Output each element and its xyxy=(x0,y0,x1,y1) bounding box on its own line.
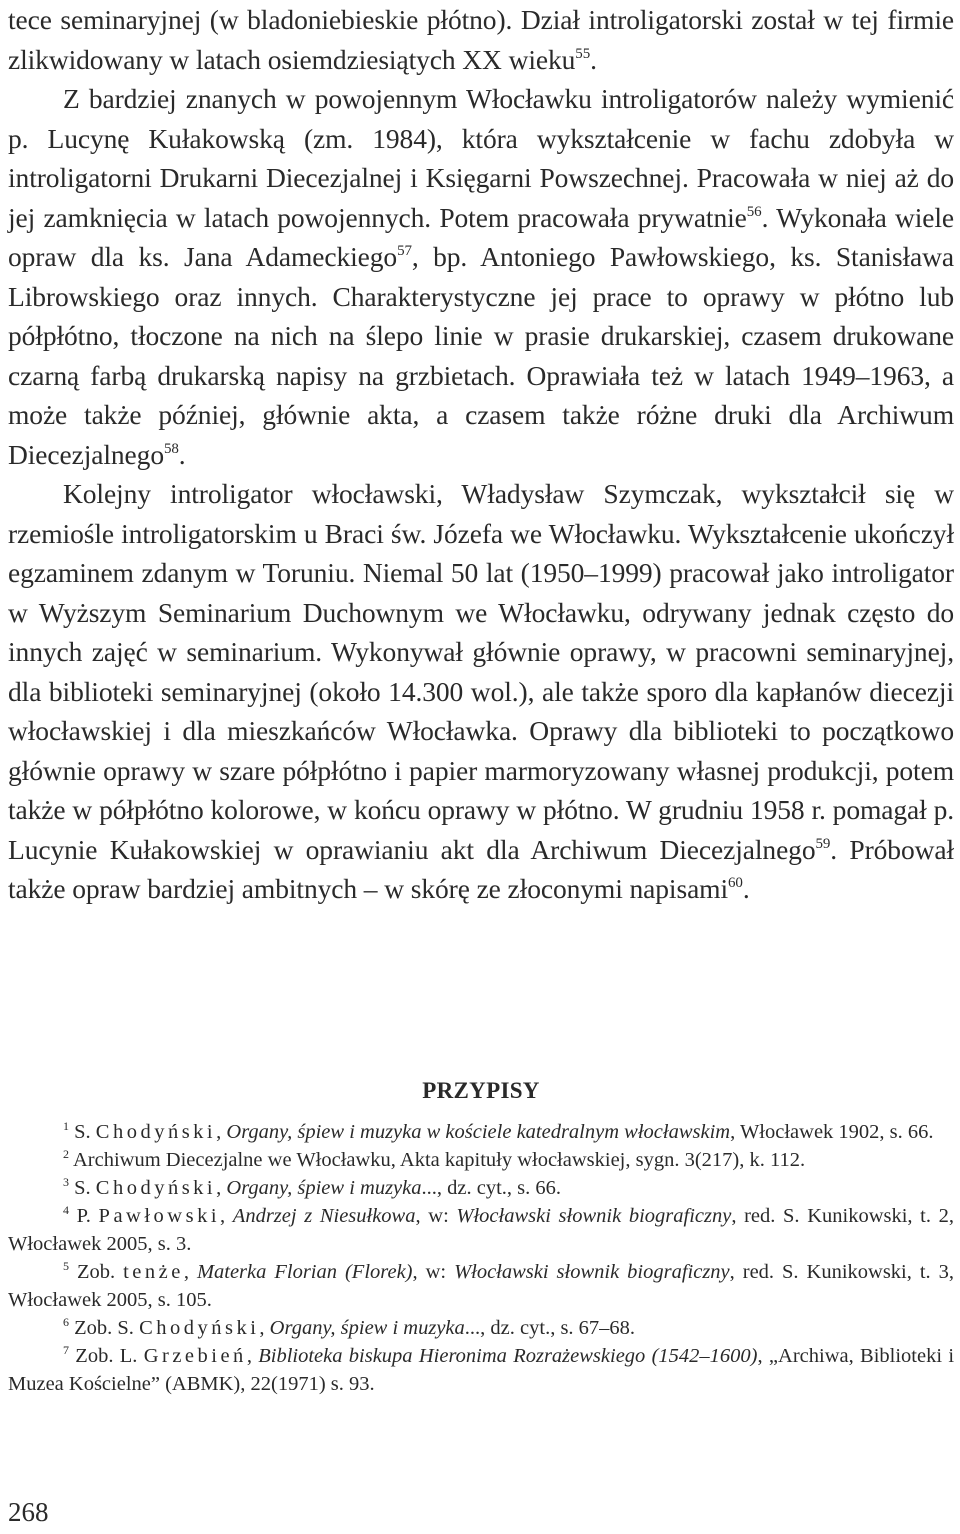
italic-title: Materka Florian (Florek) xyxy=(196,1261,413,1283)
text-run: Archiwum Diecezjalne we Włocławku, Akta kapituły włocławskiej, sygn. 3(217), k. 112. xyxy=(73,1149,806,1171)
text-run: , xyxy=(216,1177,227,1199)
footnote-number: 4 xyxy=(63,1203,69,1217)
footnote xyxy=(8,1146,954,1174)
italic-title: Biblioteka biskupa Hieronima Rozrażewskiego (1542–1600) xyxy=(258,1345,758,1367)
footnote-number: 5 xyxy=(63,1259,69,1273)
text-run: tece seminaryjnej (w bladoniebieskie płótno). Dział introligatorski został w tej firmie zlikwidowany w latach osiemdziesiątych XX wieku xyxy=(8,4,954,75)
text-run: Z bardziej znanych w powojennym Włocławku introligatorów należy wymienić p. Lucynę Kułakowską (zm. 1984), która wykształcenie w fachu zdobyła w introligatorni Drukarni Diecezjalnej i Księgarni Powszechnej. Pracowała w niej aż do jej zamknięcia w latach powojennych. Potem pracowała prywatnie xyxy=(8,83,954,233)
footnote-ref: 60 xyxy=(728,875,743,891)
text-run: , bp. Antoniego Pawłowskiego, ks. Stanisława Librowskiego oraz innych. Charakterystyczne jej prace to oprawy w płótno lub półpłótno, tłoczone na nich na ślepo linie w prasie drukarskiej, czasem drukowane czarną farbą drukarską napisy na grzbietach. Oprawiała też w latach 1949–1963, a może także później, głównie akta, a czasem także różne druki dla Archiwum Diecezjalnego xyxy=(8,241,954,470)
text-run: ..., dz. cyt., s. 66. xyxy=(421,1177,562,1199)
author-name: Chodyński xyxy=(139,1317,260,1339)
italic-title: Organy, śpiew i muzyka xyxy=(269,1317,465,1339)
footnote xyxy=(8,1342,954,1398)
text-run: . Próbował także opraw bardziej ambitnych – w skórę ze złoconymi napisami xyxy=(8,833,954,904)
author-name: tenże xyxy=(123,1261,184,1283)
footnote-ref: 57 xyxy=(397,243,412,259)
footnote xyxy=(8,1118,954,1146)
footnotes-list xyxy=(8,1118,954,1398)
text-run: Zob. L. xyxy=(75,1345,144,1367)
text-run: . xyxy=(590,43,597,75)
footnote-ref: 58 xyxy=(163,440,179,457)
footnote-ref: 56 xyxy=(746,203,762,220)
paragraph xyxy=(8,0,954,79)
text-run: . xyxy=(178,438,186,470)
footnote-ref: 55 xyxy=(575,45,591,62)
text-run: , Włocławek 1902, s. 66. xyxy=(730,1121,934,1143)
main-text xyxy=(8,0,954,909)
text-run: S. xyxy=(74,1177,96,1199)
document-page xyxy=(8,0,955,1527)
text-run: ..., dz. cyt., s. 67–68. xyxy=(464,1317,636,1339)
footnote-number: 7 xyxy=(63,1343,69,1357)
italic-title: Włocławski słownik biograficzny xyxy=(454,1261,730,1283)
footnote xyxy=(8,1174,954,1202)
italic-title: Organy, śpiew i muzyka w kościele katedralnym włocławskim xyxy=(226,1121,731,1143)
author-name: Grzebień xyxy=(143,1345,247,1367)
text-run: , w: xyxy=(415,1205,457,1227)
text-run: S. xyxy=(74,1121,96,1143)
text-run: Kolejny introligator włocławski, Władysław Szymczak, wykształcił się w rzemiośle introligatorskim u Braci św. Józefa we Włocławku. Wykształcenie ukończył egzaminem zdanym w Toruniu. Niemal 50 lat (1950–1999) pracował jako introligator w Wyższym Seminarium Duchownym we Włocławku, odrywany jednak często do innych zajęć w seminarium. Wykonywał głównie oprawy, w pracowni seminaryjnej, dla biblioteki seminaryjnej (około 14.300 wol.), ale także sporo dla kapłanów diecezji włocławskiej i dla mieszkańców Włocławka. Oprawy dla biblioteki to początkowo głównie oprawy w szare półpłótno i papier marmoryzowany własnej produkcji, potem także w półpłótno kolorowe, w końcu oprawy w płótno. W grudniu 1958 r. pomagał p. Lucynie Kułakowskiej w oprawianiu akt dla Archiwum Diecezjalnego xyxy=(8,478,954,865)
text-run: , „Archiwa, Biblioteki i Muzea Kościelne” (ABMK), 22(1971) s. 93. xyxy=(8,1345,955,1395)
text-run: . Wykonała wiele opraw dla ks. Jana Adameckiego xyxy=(8,201,954,272)
text-run: , red. S. Kunikowski, t. 2, Włocławek 2005, s. 3. xyxy=(8,1205,955,1255)
text-run: , xyxy=(220,1205,233,1227)
text-run: Zob. xyxy=(76,1261,124,1283)
italic-title: Włocławski słownik biograficzny xyxy=(456,1205,732,1227)
text-run: , xyxy=(183,1261,197,1283)
text-run: , xyxy=(259,1317,270,1339)
text-run: Zob. S. xyxy=(74,1317,140,1339)
text-run: , xyxy=(246,1345,259,1367)
footnote-number: 6 xyxy=(63,1315,69,1329)
footnote-number: 1 xyxy=(63,1119,69,1133)
author-name: Chodyński xyxy=(95,1177,217,1199)
text-run: , w: xyxy=(412,1261,455,1283)
author-name: Pawłowski xyxy=(98,1205,221,1227)
italic-title: Andrzej z Niesułkowa xyxy=(232,1205,416,1227)
footnote-number: 3 xyxy=(63,1175,69,1189)
footnote xyxy=(8,1258,954,1314)
footnote-ref: 59 xyxy=(815,835,831,852)
footnote-number: 2 xyxy=(63,1147,69,1161)
text-run: , red. S. Kunikowski, t. 3, Włocławek 2005, s. 105. xyxy=(8,1261,954,1311)
paragraph xyxy=(8,474,954,909)
text-run: P. xyxy=(76,1205,99,1227)
author-name: Chodyński xyxy=(95,1121,217,1143)
text-run: . xyxy=(742,873,750,904)
footnotes-heading: PRZYPISY xyxy=(422,1078,540,1103)
page-number: 268 xyxy=(8,1497,49,1527)
footnote xyxy=(8,1314,954,1342)
paragraph xyxy=(8,79,954,474)
italic-title: Organy, śpiew i muzyka xyxy=(226,1177,422,1199)
footnote xyxy=(8,1202,954,1258)
text-run: , xyxy=(216,1121,227,1143)
